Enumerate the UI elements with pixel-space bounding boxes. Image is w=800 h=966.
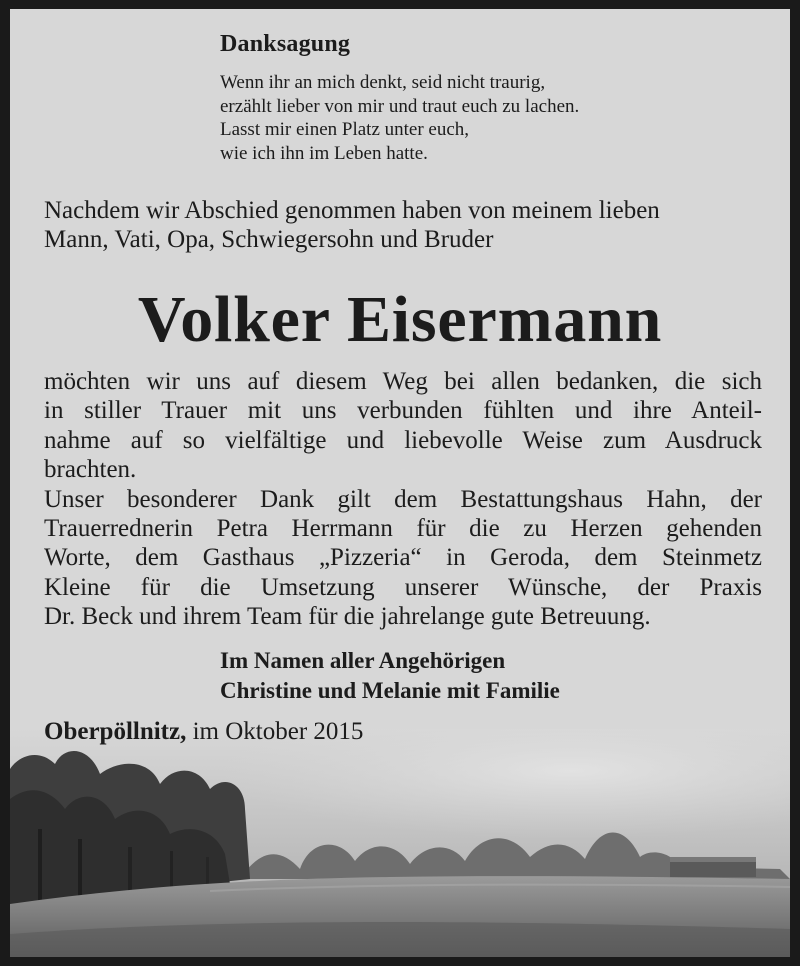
heading: Danksagung bbox=[220, 31, 351, 57]
place: Oberpöllnitz, bbox=[44, 718, 187, 745]
body-line: Worte, dem Gasthaus „Pizzeria“ in Geroda, dem Steinmetz bbox=[44, 544, 762, 572]
body-text bbox=[44, 367, 762, 632]
date: im Oktober 2015 bbox=[192, 718, 364, 745]
body-line: in stiller Trauer mit uns verbunden fühlten und ihre Anteil- bbox=[44, 397, 762, 425]
body-line: Dr. Beck und ihrem Team für die jahrelange gute Betreuung. bbox=[44, 603, 651, 631]
signature-line: Christine und Melanie mit Familie bbox=[220, 678, 560, 703]
place-date bbox=[44, 717, 363, 747]
signature bbox=[220, 646, 560, 706]
body-line: Trauerrednerin Petra Herrmann für die zu Herzen gehenden bbox=[44, 514, 762, 542]
body-line: Kleine für die Umsetzung unserer Wünsche, der Praxis bbox=[44, 573, 762, 601]
landscape-image bbox=[10, 729, 790, 957]
poem-line: erzählt lieber von mir und traut euch zu lachen. bbox=[220, 95, 580, 117]
body-line: Unser besonderer Dank gilt dem Bestattungshaus Hahn, der bbox=[44, 485, 762, 513]
landscape-photo bbox=[10, 729, 790, 957]
poem bbox=[220, 71, 579, 165]
intro-line: Mann, Vati, Opa, Schwiegersohn und Bruder bbox=[44, 226, 494, 253]
poem-line: wie ich ihn im Leben hatte. bbox=[220, 142, 428, 164]
body-line: brachten. bbox=[44, 456, 137, 484]
obituary-card bbox=[10, 9, 790, 957]
body-line: nahme auf so vielfältige und liebevolle Weise zum Ausdruck bbox=[44, 426, 762, 454]
signature-line: Im Namen aller Angehörigen bbox=[220, 648, 506, 673]
body-line: möchten wir uns auf diesem Weg bei allen bedanken, die sich bbox=[44, 368, 762, 395]
intro-line: Nachdem wir Abschied genommen haben von meinem lieben bbox=[44, 197, 660, 224]
intro-text bbox=[44, 196, 764, 254]
poem-line: Wenn ihr an mich denkt, seid nicht traurig, bbox=[220, 72, 546, 93]
deceased-name: Volker Eisermann bbox=[137, 283, 663, 356]
poem-line: Lasst mir einen Platz unter euch, bbox=[220, 119, 470, 140]
